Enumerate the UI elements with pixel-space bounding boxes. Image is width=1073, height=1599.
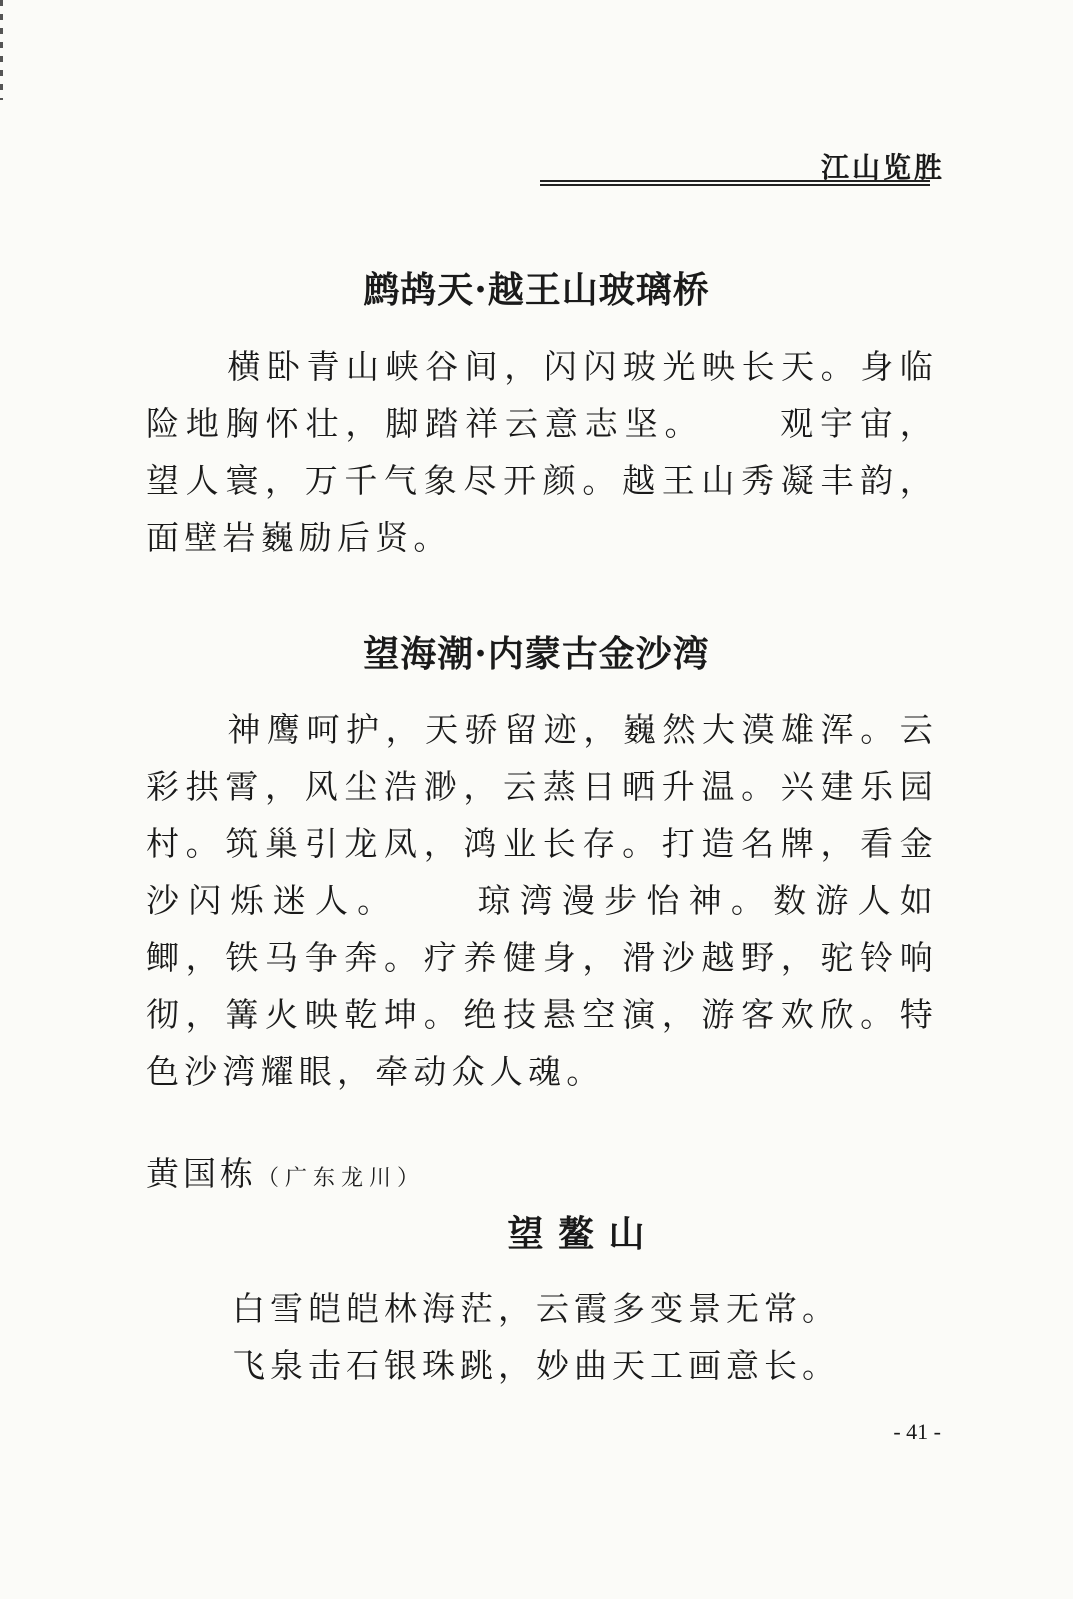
poem-body-1 xyxy=(146,338,938,566)
header-rule xyxy=(540,180,930,186)
poem-body-2 xyxy=(146,701,938,1100)
poem-title-2: 望海潮·内蒙古金沙湾 xyxy=(363,633,710,675)
page-number: - 41 - xyxy=(893,1419,941,1444)
verse-line-2: 飞泉击石银珠跳，妙曲天工画意长。 xyxy=(232,1346,840,1385)
binding-edge xyxy=(0,0,3,100)
poem-line: 村。筑巢引龙凤，鸿业长存。打造名牌，看金 xyxy=(146,824,938,863)
section-title: 江山览胜 xyxy=(820,151,945,184)
poem-line: 篝火映乾坤。绝技悬空演，游客欢欣。特色沙 xyxy=(146,995,938,1091)
poem-line: 彩拱霄，风尘浩渺，云蒸日晒升温。兴建乐园 xyxy=(146,767,938,806)
poem-title-1: 鹧鸪天·越王山玻璃桥 xyxy=(363,269,710,311)
poem-line: 观宇宙， xyxy=(778,404,938,443)
poem-line: 湾耀眼，牵动众人魂。 xyxy=(222,1052,605,1091)
poem-line: 险地胸怀壮，脚踏祥云意志坚。 xyxy=(146,404,705,443)
author-credit xyxy=(146,1148,425,1195)
poem-line: 琼湾漫步怡神。数游人如鲫， xyxy=(146,881,939,977)
verse-line-1: 白雪皑皑林海茫，云霞多变景无常。 xyxy=(232,1289,840,1328)
author-place: （广东龙川） xyxy=(257,1166,426,1191)
poem-line: 面壁岩巍励后贤。 xyxy=(146,518,452,557)
poem-line: 望人寰，万千气象尽开颜。越王山秀凝丰韵， xyxy=(146,461,938,500)
poem-line: 沙闪烁迷人。 xyxy=(146,881,400,920)
author-name: 黄国栋 xyxy=(146,1154,257,1193)
poem-line: 横卧青山峡谷间，闪闪玻光映长天。身临 xyxy=(226,347,938,386)
poem-title-3: 望 鳌 山 xyxy=(507,1213,646,1255)
poem-line: 铁马争奔。疗养健身，滑沙越野，驼铃响彻， xyxy=(146,938,938,1034)
poem-line: 神鹰呵护，天骄留迹，巍然大漠雄浑。云 xyxy=(226,710,938,749)
